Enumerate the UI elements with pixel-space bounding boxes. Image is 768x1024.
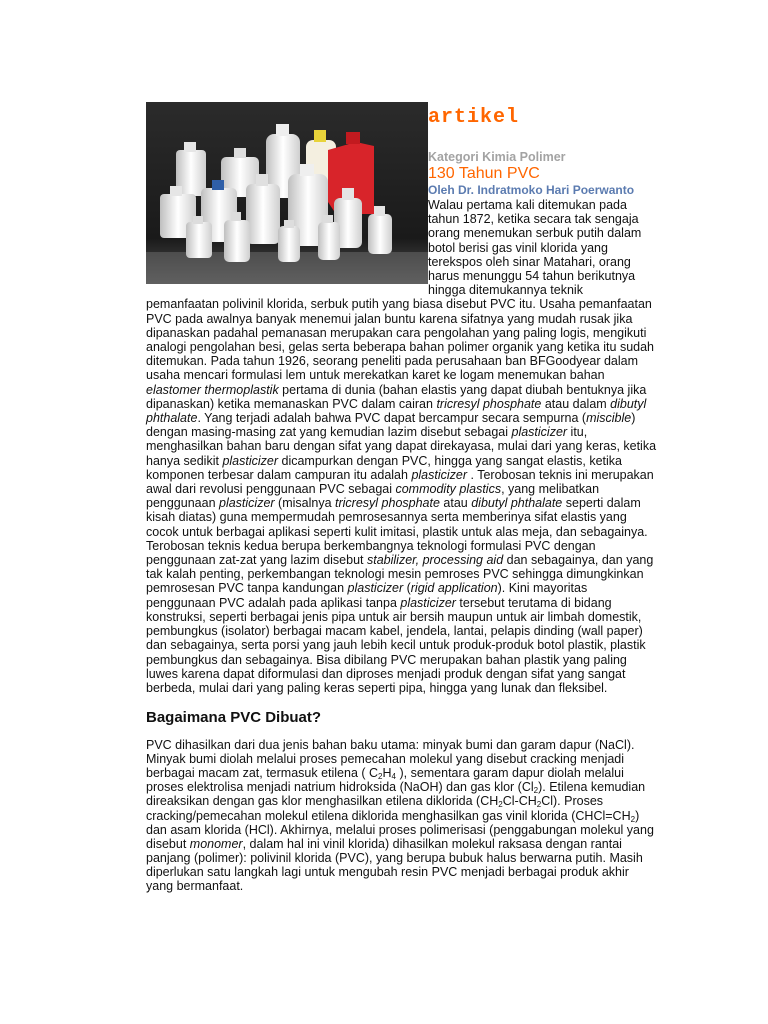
article-body xyxy=(146,198,658,893)
section-heading: Bagaimana PVC Dibuat? xyxy=(146,709,322,727)
artikel-logo xyxy=(428,102,658,128)
logo-text: artikel xyxy=(428,106,520,128)
paragraph-process: PVC dihasilkan dari dua jenis bahan baku utama: minyak bumi dan garam dapur (NaCl). Minyak bumi diolah melalui proses pemecahan molekul yang disebut cracking menjadi berbagai macam zat, termasuk etilena ( $C_2H_4$ ), sementara garam dapur diolah melalui proses elektrolisa menjadi natrium hidroksida (NaOH) dan gas klor $(Cl_2)$. Etilena kemudian direaksikan dengan gas klor menghasilkan etilena diklorida $(CH_2Cl-CH_2Cl)$. Proses cracking/pemecahan molekul etilena diklorida menghasilkan gas vinil klorida $(CHCl=CH_2)$ dan asam klorida (HCl). Akhirnya, melalui proses polimerisasi (penggabungan molekul yang disebut monomer, dalam hal ini vinil klorida) dihasilkan molekul raksasa dengan rantai panjang (polimer): polivinil klorida (PVC), yang berupa bubuk halus berwarna putih. Masih diperlukan satu langkah lagi untuk mengubah resin PVC menjadi berbagai produk akhir yang bermanfaat. xyxy=(146,738,654,894)
bottles-image xyxy=(146,102,428,284)
bottles-photo xyxy=(146,102,428,284)
article-page xyxy=(146,102,658,893)
paragraph-intro: Walau pertama kali ditemukan pada tahun 1872, ketika secara tak sengaja orang menemukan serbuk putih dalam botol berisi gas vinil klorida yang terekspos oleh sinar Matahari, orang harus menunggu 54 tahun berikutnya hingga ditemukannya teknik pemanfaatan polivinil klorida, serbuk putih yang biasa disebut PVC itu. Usaha pemanfaatan PVC pada awalnya banyak menemui jalan buntu karena sifatnya yang mudah rusak jika dipanaskan padahal pemanasan merupakan cara pengolahan yang paling logis, mengikuti analogi pengolahan besi, gelas serta beberapa bahan polimer organik yang ketika itu sudah ditemukan. Pada tahun 1926, seorang peneliti pada perusahaan ban BFGoodyear dalam usaha mencari formulasi lem untuk merekatkan karet ke logam menemukan bahan elastomer thermoplastik pertama di dunia (bahan elastis yang dapat diubah bentuknya jika dipanaskan) ketika memanaskan PVC dalam cairan tricresyl phosphate atau dalam dibutyl phthalate. Yang terjadi adalah bahwa PVC dapat bercampur secara sempurna (miscible) dengan masing-masing zat yang kemudian lazim disebut sebagai plasticizer itu, menghasilkan bahan baru dengan sifat yang dapat direkayasa, mulai dari yang keras, ketika hanya sedikit plasticizer dicampurkan dengan PVC, hingga yang sangat elastis, ketika komponen terbesar dalam campuran itu adalah plasticizer . Terobosan teknis ini merupakan awal dari revolusi penggunaan PVC sebagai commodity plastics, yang melibatkan penggunaan plasticizer (misalnya tricresyl phosphate atau dibutyl phthalate seperti dalam kisah diatas) guna mempermudah pemrosesannya serta memberinya sifat elastis yang cocok untuk berbagai aplikasi seperti kulit imitasi, plastik untuk alas meja, dan sebagainya. Terobosan teknis kedua berupa berkembangnya teknologi formulasi PVC dengan penggunaan zat-zat yang lazim disebut stabilizer, processing aid dan sebagainya, dan yang tak kalah penting, perkembangan teknologi mesin pemroses PVC sehingga dimungkinkan pemrosesan PVC tanpa kandungan plasticizer (rigid application). Kini mayoritas penggunaan PVC adalah pada aplikasi tanpa plasticizer tersebut terutama di bidang konstruksi, seperti berbagai jenis pipa untuk air bersih maupun untuk air limbah domestik, pembungkus (isolator) berbagai macam kabel, jendela, lantai, pelapis dinding (wall paper) dan sebagainya, serta porsi yang jauh lebih kecil untuk produk-produk botol plastik, plastik pembungkus dan sebagainya. Bisa dibilang PVC merupakan bahan plastik yang paling luwes karena dapat diformulasi dan diproses menjadi produk dengan sifat yang sangat berbeda, mulai dari yang paling keras seperti pipa, hingga yang lunak dan fleksibel. xyxy=(146,198,657,695)
article-title: 130 Tahun PVC xyxy=(428,165,540,182)
article-header xyxy=(428,102,658,198)
category-label: Kategori Kimia Polimer xyxy=(428,150,566,164)
article-author: Oleh Dr. Indratmoko Hari Poerwanto xyxy=(428,183,635,197)
